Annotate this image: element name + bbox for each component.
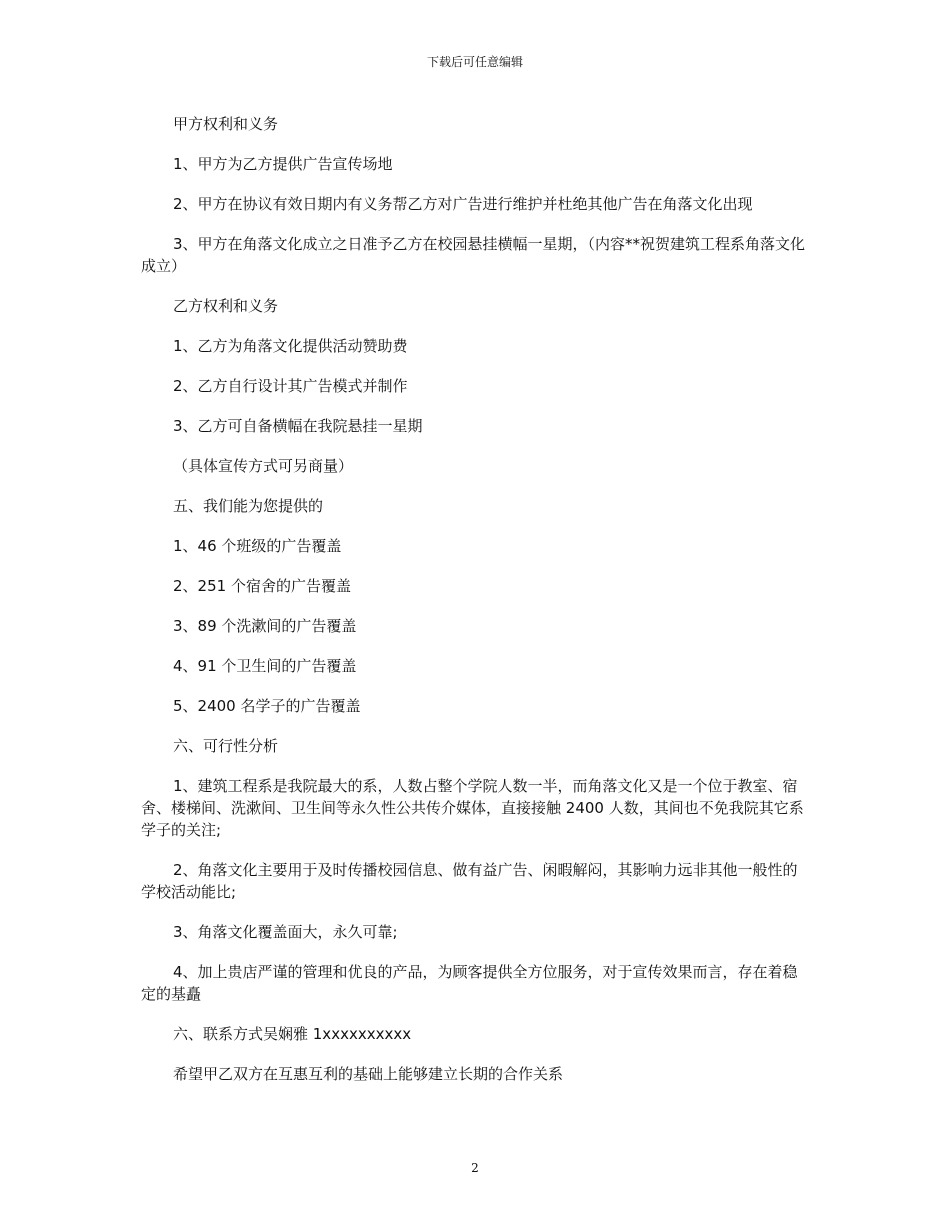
- paragraph-party-a-item-3: 3、甲方在角落文化成立之日准予乙方在校园悬挂横幅一星期，（内容**祝贺建筑工程系角落文化成立）: [141, 235, 806, 275]
- paragraph-coverage-3: 3、89 个洗漱间的广告覆盖: [173, 617, 357, 635]
- document-body: [141, 113, 809, 1085]
- paragraph-party-a-title: 甲方权利和义务: [173, 115, 279, 133]
- paragraph-party-b-item-2: 2、乙方自行设计其广告模式并制作: [173, 377, 408, 395]
- paragraph-closing: 希望甲乙双方在互惠互利的基础上能够建立长期的合作关系: [173, 1065, 564, 1083]
- paragraph-feasibility-4: 4、加上贵店严谨的管理和优良的产品，为顾客提供全方位服务，对于宣传效果而言，存在着稳定的基矗: [141, 963, 798, 1003]
- paragraph-contact: 六、联系方式吴娴雅 1xxxxxxxxxx: [173, 1025, 412, 1043]
- paragraph-note: （具体宣传方式可另商量）: [173, 457, 354, 475]
- paragraph-party-b-item-1: 1、乙方为角落文化提供活动赞助费: [173, 337, 408, 355]
- paragraph-party-a-item-2: 2、甲方在协议有效日期内有义务帮乙方对广告进行维护并杜绝其他广告在角落文化出现: [173, 195, 753, 213]
- paragraph-section-5-title: 五、我们能为您提供的: [173, 497, 324, 515]
- paragraph-section-6-title: 六、可行性分析: [173, 737, 279, 755]
- paragraph-coverage-5: 5、2400 名学子的广告覆盖: [173, 697, 361, 715]
- paragraph-feasibility-1: 1、建筑工程系是我院最大的系，人数占整个学院人数一半，而角落文化又是一个位于教室、宿舍、楼梯间、洗漱间、卫生间等永久性公共传介媒体，直接接触 2400 人数，其间也不免我院其它系学子的关注;: [141, 777, 804, 839]
- paragraph-party-b-item-3: 3、乙方可自备横幅在我院悬挂一星期: [173, 417, 423, 435]
- paragraph-coverage-4: 4、91 个卫生间的广告覆盖: [173, 657, 357, 675]
- paragraph-coverage-2: 2、251 个宿舍的广告覆盖: [173, 577, 351, 595]
- page-header: 下载后可任意编辑: [426, 55, 523, 69]
- paragraph-party-b-title: 乙方权利和义务: [173, 297, 279, 315]
- paragraph-party-a-item-1: 1、甲方为乙方提供广告宣传场地: [173, 155, 393, 173]
- paragraph-feasibility-3: 3、角落文化覆盖面大，永久可靠;: [173, 923, 398, 941]
- paragraph-coverage-1: 1、46 个班级的广告覆盖: [173, 537, 342, 555]
- page-number: 2: [471, 1161, 479, 1175]
- paragraph-feasibility-2: 2、角落文化主要用于及时传播校园信息、做有益广告、闲暇解闷，其影响力远非其他一般性的学校活动能比;: [141, 861, 798, 901]
